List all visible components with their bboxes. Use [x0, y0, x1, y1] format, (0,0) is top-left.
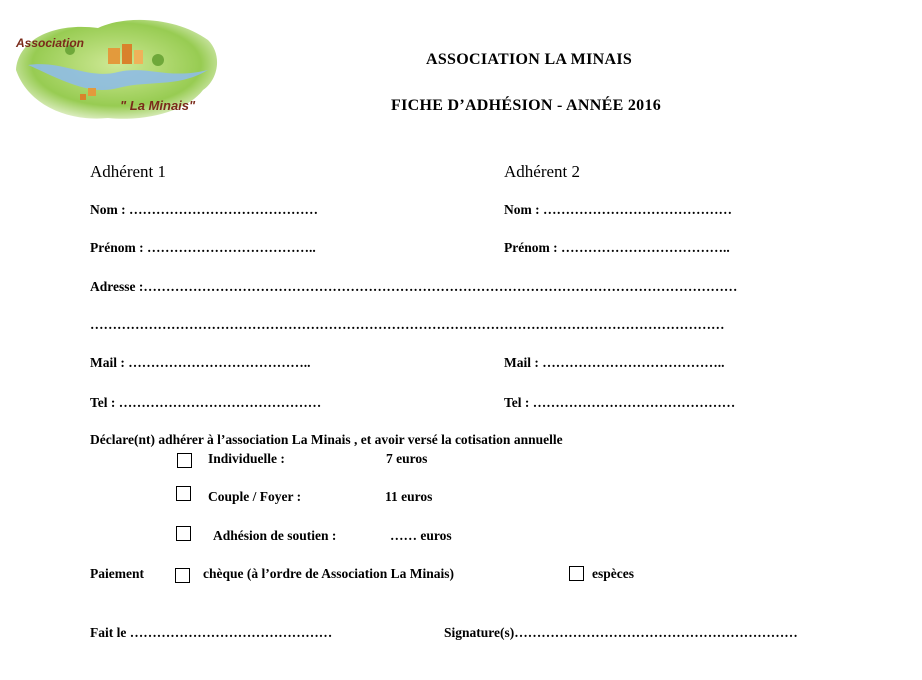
association-logo: [8, 10, 226, 128]
member1-mail-field[interactable]: Mail : …………………………………..: [90, 355, 311, 370]
couple-label: Couple / Foyer :: [208, 489, 302, 504]
address-field-line2[interactable]: ……………………………………………………………………………………………………………………………: [90, 317, 725, 332]
individual-amount: 7 euros: [386, 451, 428, 466]
member1-nom-field[interactable]: Nom : ……………………………………: [90, 202, 318, 217]
member2-nom-field[interactable]: Nom : ……………………………………: [504, 202, 732, 217]
address-field-line1[interactable]: Adresse :……………………………………………………………………………………………………………………: [90, 279, 738, 294]
support-amount[interactable]: …… euros: [390, 528, 452, 543]
form-title: FICHE D’ADHÉSION - ANNÉE 2016: [391, 97, 662, 114]
payment-label: Paiement: [90, 566, 144, 581]
cash-label: espèces: [592, 566, 634, 581]
couple-amount: 11 euros: [385, 489, 433, 504]
member1-tel-field[interactable]: Tel : ………………………………………: [90, 395, 322, 410]
member2-tel-field[interactable]: Tel : ………………………………………: [504, 395, 736, 410]
member2-heading: Adhérent 2: [504, 162, 581, 181]
support-label: Adhésion de soutien :: [213, 528, 337, 543]
individual-checkbox[interactable]: [177, 453, 192, 468]
signature-field[interactable]: Signature(s)………………………………………………………: [444, 625, 798, 640]
individual-label: Individuelle :: [208, 451, 285, 466]
cheque-label: chèque (à l’ordre de Association La Minais): [203, 566, 454, 581]
member1-prenom-field[interactable]: Prénom : ………………………………..: [90, 240, 316, 255]
cash-checkbox[interactable]: [569, 566, 584, 581]
support-checkbox[interactable]: [176, 526, 191, 541]
couple-checkbox[interactable]: [176, 486, 191, 501]
logo-text-line1: Association: [16, 36, 85, 50]
declaration-text: Déclare(nt) adhérer à l’association La Minais , et avoir versé la cotisation annuelle: [90, 432, 563, 447]
member1-heading: Adhérent 1: [90, 162, 167, 181]
cheque-checkbox[interactable]: [175, 568, 190, 583]
association-title: ASSOCIATION LA MINAIS: [426, 51, 633, 68]
date-field[interactable]: Fait le ………………………………………: [90, 625, 333, 640]
logo-text-line2: " La Minais": [120, 98, 196, 113]
member2-prenom-field[interactable]: Prénom : ………………………………..: [504, 240, 730, 255]
member2-mail-field[interactable]: Mail : …………………………………..: [504, 355, 725, 370]
